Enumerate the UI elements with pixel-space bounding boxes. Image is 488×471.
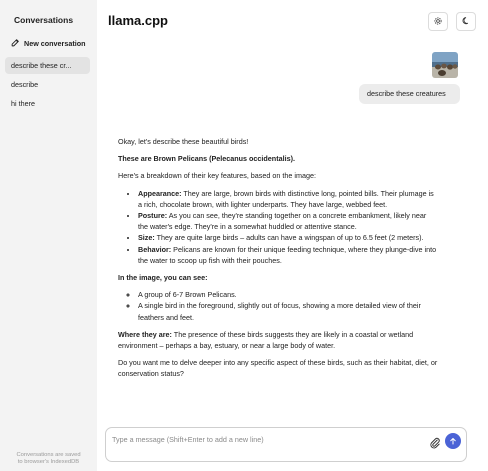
where-paragraph: Where they are: The presence of these birds suggests they are likely in a coastal or wetland environment – perhaps a bay, estuary, or near a large body of water. [118,329,414,351]
send-button[interactable] [445,433,461,449]
list-item: • Appearance: They are large, brown birds with distinctive long, pointed bills. Their plumage is a rich, chocolate brown, with lighter underparts. They have large, webbed feet. [138,188,438,210]
image-thumbnail[interactable] [432,52,458,78]
new-conversation-label: New conversation [24,39,86,48]
new-conversation-button[interactable] [11,38,86,49]
list-item: • Size: They are quite large birds – adults can have a wingspan of up to 6.5 feet (2 meters). [138,232,438,243]
feature-list [138,188,438,266]
moon-icon [461,13,471,31]
user-message: describe these creatures [359,84,460,104]
theme-toggle-button[interactable] [456,12,476,31]
message-input[interactable] [112,435,412,444]
assistant-heading: These are Brown Pelicans (Pelecanus occidentalis). [118,154,295,164]
storage-note: Conversations are saved to browser's IndexedDB [16,452,81,466]
app-title: llama.cpp [108,13,168,28]
list-item: ◦ A single bird in the foreground, slightly out of focus, showing a more detailed view of their feathers and feet. [138,300,438,322]
sidebar-item-conversation[interactable]: describe these cr... [5,57,90,74]
sidebar [0,0,97,471]
see-heading: In the image, you can see: [118,273,208,283]
see-list [138,289,438,323]
list-item: • Behavior: Pelicans are known for their unique feeding technique, where they plunge-dive into the water to scoop up fish with their pouches. [138,244,438,266]
list-item: ◦ A group of 6-7 Brown Pelicans. [138,289,438,300]
paperclip-icon[interactable] [429,436,441,448]
assistant-message [118,136,438,386]
assistant-breakdown: Here's a breakdown of their key features, based on the image: [118,171,316,181]
settings-button[interactable] [428,12,448,31]
sidebar-item-conversation[interactable]: hi there [11,99,35,108]
message-composer [105,427,467,462]
sidebar-item-conversation[interactable]: describe [11,80,39,89]
edit-icon [11,38,20,49]
gear-icon [433,13,443,31]
list-item: • Posture: As you can see, they're standing together on a concrete embankment, likely near the water's edge. They're in a somewhat huddled or attentive stance. [138,210,438,232]
assistant-intro: Okay, let's describe these beautiful birds! [118,137,249,146]
sidebar-title: Conversations [14,15,74,25]
assistant-closing: Do you want me to delve deeper into any specific aspect of these birds, such as their habitat, diet, or conservation status? [118,358,438,379]
conversation-list [5,57,90,114]
arrow-up-icon [449,437,457,445]
